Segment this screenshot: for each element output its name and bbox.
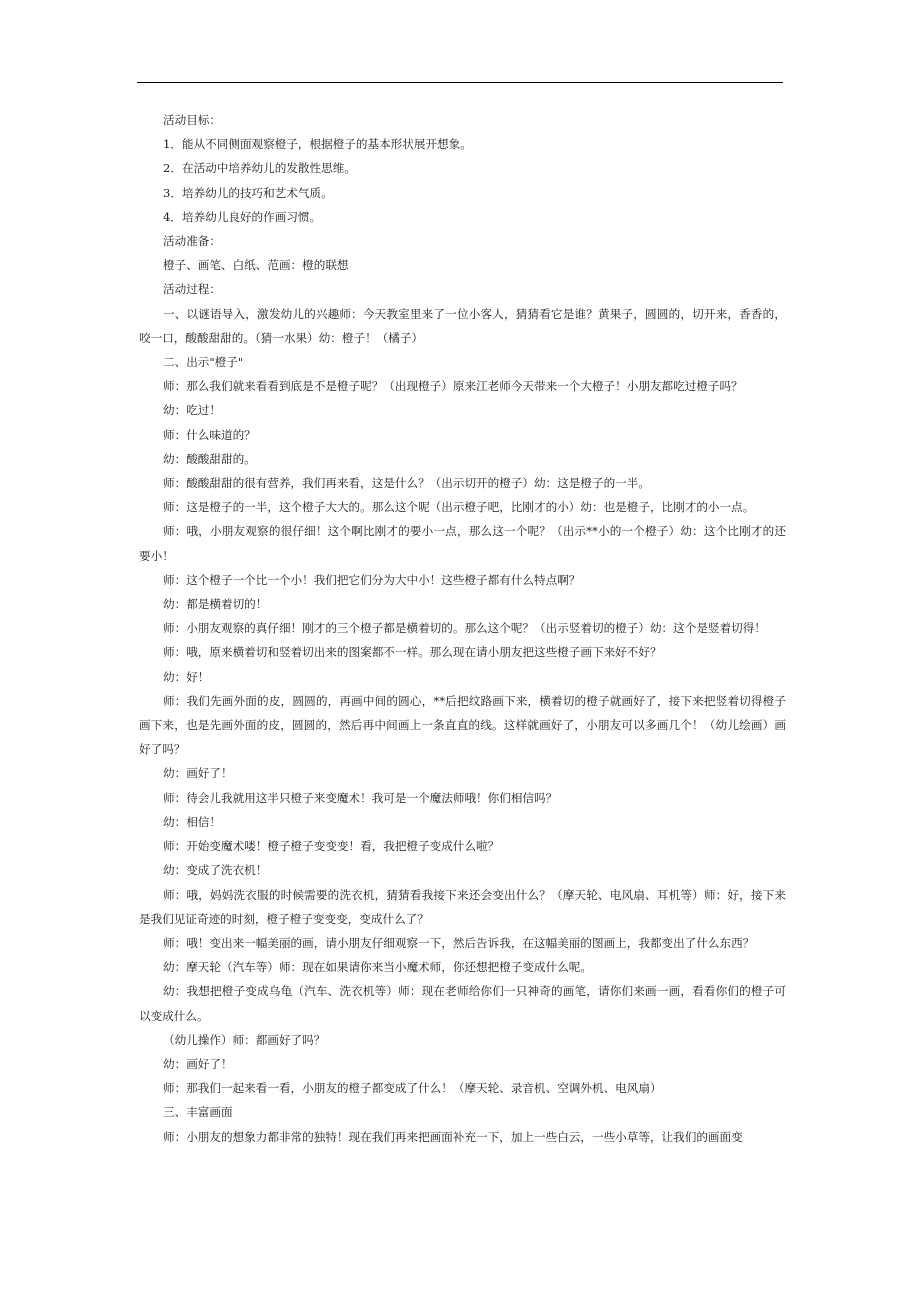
paragraph: 三、丰富画面 [163, 1105, 233, 1120]
paragraph: 幼：好！ [163, 669, 210, 684]
paragraph: 幼：吃过！ [163, 403, 221, 418]
paragraph: 师：待会儿我就用这半只橙子来变魔术！我可是一个魔法师哦！你们相信吗？ [163, 790, 558, 805]
paragraph: 橙子、画笔、白纸、范画：橙的联想 [163, 258, 349, 273]
paragraph: 一、以谜语导入，激发幼儿的兴趣师：今天教室里来了一位小客人，猜猜看它是谁？黄果子，圆圆的，切开来，香香的，咬一口，酸酸甜甜的。（猜一水果）幼：橙子！（橘子） [139, 306, 786, 345]
paragraph: 师：小朋友观察的真仔细！刚才的三个橙子都是横着切的。那么这个呢？（出示竖着切的橙子）幼：这个是竖着切得！ [163, 621, 766, 636]
paragraph: 幼：都是横着切的！ [163, 597, 268, 612]
paragraph: 幼：我想把橙子变成乌龟（汽车、洗衣机等）师：现在老师给你们一只神奇的画笔，请你们来画一画，看看你们的橙子可以变成什么。 [139, 984, 786, 1023]
paragraph: 师：哦，小朋友观察的很仔细！这个啊比刚才的要小一点，那么这一个呢？（出示**小的一个橙子）幼：这个比刚才的还要小！ [139, 524, 786, 563]
goal-item: 4．培养幼儿良好的作画习惯。 [163, 209, 322, 224]
paragraph: 活动目标： [163, 113, 221, 127]
paragraph: 师：开始变魔术喽！橙子橙子变变变！看，我把橙子变成什么啦？ [163, 839, 500, 854]
paragraph: 幼：摩天轮（汽车等）师：现在如果请你来当小魔术师，你还想把橙子变成什么呢。 [163, 960, 592, 975]
goal-item: 1．能从不同侧面观察橙子，根据橙子的基本形状展开想象。 [163, 137, 472, 152]
goal-item: 3．培养幼儿的技巧和艺术气质。 [163, 185, 333, 200]
paragraph: 幼：变成了洗衣机！ [163, 863, 268, 878]
paragraph: 幼：酸酸甜甜的。 [163, 451, 256, 466]
document-body [139, 108, 786, 1149]
paragraph: 师：那么我们就来看看到底是不是橙子呢？（出现橙子）原来江老师今天带来一个大橙子！小朋友都吃过橙子吗？ [163, 379, 743, 394]
paragraph: 活动准备： [163, 234, 221, 249]
paragraph: 师：这是橙子的一半，这个橙子大大的。那么这个呢（出示橙子吧，比刚才的小）幼：也是橙子，比刚才的小一点。 [163, 500, 755, 515]
paragraph: 幼：画好了！ [163, 1056, 233, 1071]
paragraph: 师：哦，妈妈洗衣服的时候需要的洗衣机，猜猜看我接下来还会变出什么？（摩天轮、电风扇、耳机等）师：好，接下来是我们见证奇迹的时刻，橙子橙子变变变，变成什么了？ [139, 887, 786, 926]
paragraph: 师：那我们一起来看一看，小朋友的橙子都变成了什么！（摩天轮、录音机、空调外机、电风扇） [163, 1081, 662, 1096]
paragraph: 二、出示"橙子" [163, 355, 244, 370]
paragraph: （幼儿操作）师：都画好了吗？ [163, 1032, 326, 1047]
header-rule [137, 82, 783, 83]
paragraph: 师：酸酸甜甜的很有营养，我们再来看，这是什么？（出示切开的橙子）幼：这是橙子的一半。 [163, 476, 650, 491]
paragraph: 师：小朋友的想象力都非常的独特！现在我们再来把画面补充一下，加上一些白云，一些小草等，让我们的画面变 [163, 1129, 743, 1144]
paragraph: 幼：相信！ [163, 814, 221, 829]
paragraph: 师：哦，原来横着切和竖着切出来的图案都不一样。那么现在请小朋友把这些橙子画下来好不好？ [163, 645, 662, 660]
paragraph: 师：我们先画外面的皮，圆圆的，再画中间的圆心，**后把纹路画下来，横着切的橙子就画好了，接下来把竖着切得橙子画下来，也是先画外面的皮，圆圆的，然后再中间画上一条直直的线。这样就画好了，小朋友可以多画几个！（幼儿绘画）画好了吗？ [139, 693, 786, 757]
paragraph: 幼：画好了！ [163, 766, 233, 781]
paragraph: 师：这个橙子一个比一个小！我们把它们分为大中小！这些橙子都有什么特点啊？ [163, 572, 581, 587]
paragraph: 师：哦！变出来一幅美丽的画，请小朋友仔细观察一下，然后告诉我，在这幅美丽的图画上，我都变出了什么东西？ [163, 935, 755, 950]
paragraph: 活动过程： [163, 282, 221, 297]
paragraph: 师：什么味道的？ [163, 427, 256, 442]
goal-item: 2．在活动中培养幼儿的发散性思维。 [163, 161, 356, 176]
